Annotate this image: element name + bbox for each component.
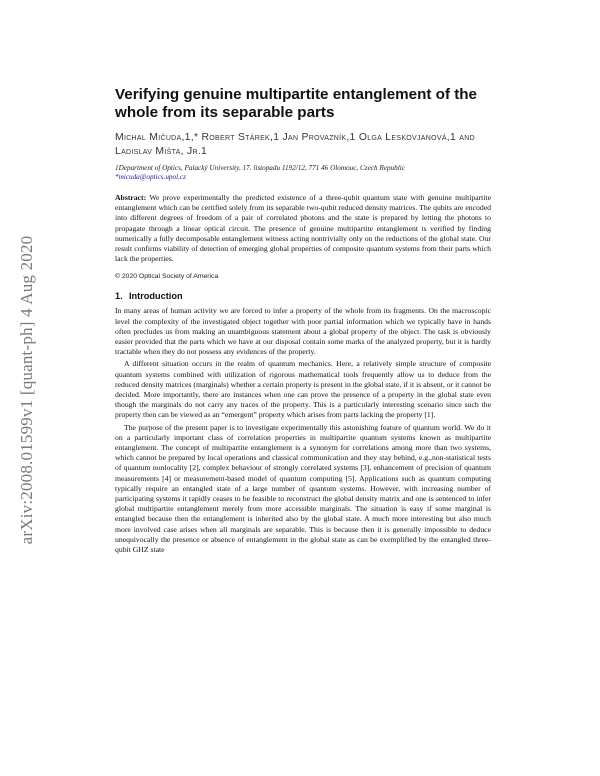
section-title: Introduction	[129, 291, 183, 302]
affiliation: 1Department of Optics, Palacký University, 17. listopadu 1192/12, 771 46 Olomouc, Czech Republic	[115, 164, 405, 172]
abstract	[115, 193, 491, 264]
arxiv-identifier: arXiv:2008.01599v1 [quant-ph] 4 Aug 2020	[17, 235, 36, 545]
section-number: 1.	[115, 291, 123, 302]
abstract-label: Abstract:	[115, 193, 147, 202]
paper-content	[115, 86, 491, 555]
section-heading	[115, 290, 491, 302]
arxiv-sidebar	[12, 200, 42, 580]
corresponding-email[interactable]: *micuda@optics.upol.cz	[115, 173, 186, 181]
body-paragraph: A different situation occurs in the realm of quantum mechanics. Here, a relatively simple structure of composite quantum systems combined with utilization of rigorous mathematical tools frequently allow us to deduce from the reduced density matrices (marginals) whether a certain property is present in the global state, if it is absent, or it cannot be decided. More importantly, there are instances when one can prove the presence of a property in the global state even though the marginals do not carry any traces of the property. This is a particularly interesting scenario since such the property then can be viewed as an “emergent” property which arises from parts lacking the property [1].	[115, 359, 491, 420]
body-paragraph: In many areas of human activity we are forced to infer a property of the whole from its fragments. On the macroscopic level the complexity of the investigated object together with poor partial information which we typically have in hands often precludes us from making an unambiguous statement about a global property of the object. The task is obviously easier provided that the parts which we have at our disposal contain some marks of the analyzed property, but it is hardly tractable when they do not possess any evidences of the property.	[115, 306, 491, 357]
author-list: Michal Mičuda,1,* Robert Stárek,1 Jan Provazník,1 Olga Leskovjanová,1 and Ladislav Mišta, Jr.1	[115, 132, 475, 157]
copyright-notice: © 2020 Optical Society of America	[115, 273, 219, 281]
paper-title: Verifying genuine multipartite entanglement of the whole from its separable parts	[115, 86, 478, 121]
body-paragraph: The purpose of the present paper is to investigate experimentally this astonishing feature of quantum world. We do it on a particularly important class of correlation properties in multipartite quantum systems known as multipartite entanglement. The concept of multipartite entanglement is a synonym for correlations among more than two systems, which cannot be prepared by local operations and classical communication and they stay behind, e.g.,non-statistical tests of quantum nonlocality [2], complex behaviour of strongly correlated systems [3], enhancement of precision of quantum measurements [4] or measurement-based model of quantum computing [5]. Applications such as quantum computing typically require an entangled state of a large number of quantum systems. However, with increasing number of participating systems it rapidly ceases to be feasible to reconstruct the global density matrix and one is sentenced to infer global multipartite entanglement merely from more accessible marginals. The situation is easy if some marginal is entangled because then the entanglement is inherited also by the global state. A much more interesting but also much more involved case arises when all marginals are separable. This is because then it is generally impossible to deduce unequivocally the presence or absence of entanglement in the global state as can be exemplified by the entangled three-qubit GHZ state	[115, 422, 491, 555]
abstract-text: We prove experimentally the predicted existence of a three-qubit quantum state with genuine multipartite entanglement which can be certified solely from its separable two-qubit reduced density matrices. The qubits are encoded into different degrees of freedom of a pair of correlated photons and the state is prepared by letting the photons to propagate through a linear optical circuit. The presence of genuine multipartite entanglement is verified by finding numerically a fully decomposable entanglement witness acting nontrivially only on the reductions of the global state. Our result confirms viability of detection of emerging global properties of composite quantum systems from their parts which lack the properties.	[115, 193, 491, 264]
